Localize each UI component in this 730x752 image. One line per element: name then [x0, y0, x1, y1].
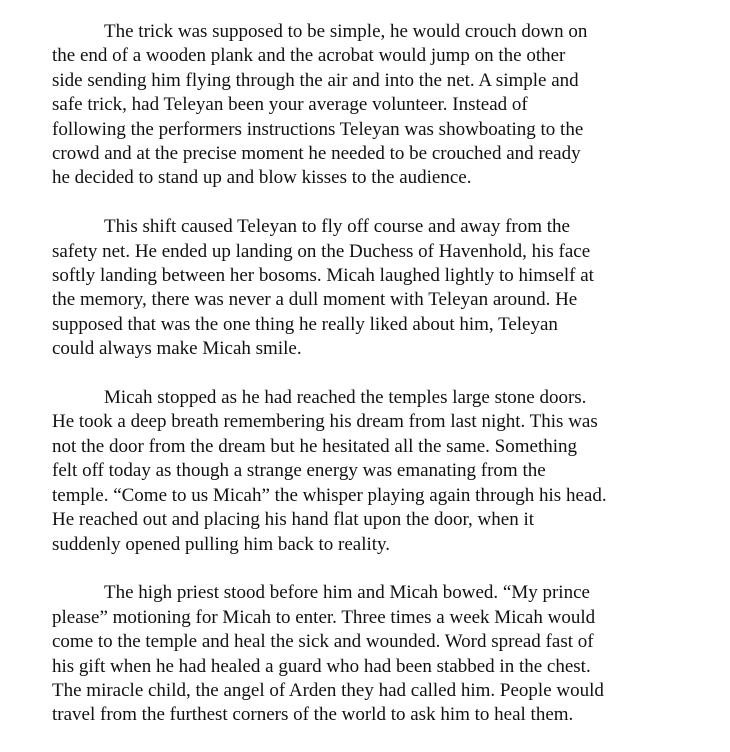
text-line: temple. “Come to us Micah” the whisper playing again through his head. [52, 484, 607, 506]
text-line: This shift caused Teleyan to fly off course and away from the [104, 216, 570, 238]
text-line: supposed that was the one thing he really liked about him, Teleyan [52, 313, 558, 335]
text-line: travel from the furthest corners of the world to ask him to heal them. [52, 704, 574, 726]
text-line: The miracle child, the angel of Arden they had called him. People would [52, 679, 604, 701]
text-line: safety net. He ended up landing on the Duchess of Havenhold, his face [52, 240, 591, 262]
text-line: following the performers instructions Teleyan was showboating to the [52, 118, 584, 140]
text-line: crowd and at the precise moment he needed to be crouched and ready [52, 143, 581, 165]
text-line: side sending him flying through the air and into the net. A simple and [52, 69, 579, 91]
text-line: his gift when he had healed a guard who had been stabbed in the chest. [52, 655, 591, 677]
text-line: the end of a wooden plank and the acrobat would jump on the other [52, 45, 566, 67]
text-line: he decided to stand up and blow kisses to the audience. [52, 167, 472, 189]
text-line: not the door from the dream but he hesitated all the same. Something [52, 435, 578, 457]
text-line: felt off today as though a strange energy was emanating from the [52, 460, 546, 482]
text-line: The trick was supposed to be simple, he would crouch down on [104, 21, 588, 42]
text-line: suddenly opened pulling him back to reality. [52, 533, 391, 555]
text-line: Micah stopped as he had reached the temples large stone doors. [104, 387, 587, 409]
text-line: He took a deep breath remembering his dream from last night. This was [52, 411, 598, 433]
text-line: please” motioning for Micah to enter. Three times a week Micah would [52, 606, 596, 628]
paragraph-2 [52, 215, 712, 361]
text-line: safe trick, had Teleyan been your average volunteer. Instead of [52, 94, 528, 116]
text-line: softly landing between her bosoms. Micah laughed lightly to himself at [52, 265, 594, 287]
text-line: The high priest stood before him and Micah bowed. “My prince [104, 582, 590, 604]
text-line: come to the temple and heal the sick and wounded. Word spread fast of [52, 631, 594, 653]
document-page [52, 20, 712, 752]
paragraph-1 [52, 20, 712, 191]
paragraph-3 [52, 386, 712, 557]
text-line: the memory, there was never a dull moment with Teleyan around. He [52, 289, 578, 311]
paragraph-4 [52, 581, 712, 727]
text-line: could always make Micah smile. [52, 338, 302, 360]
text-line: He reached out and placing his hand flat upon the door, when it [52, 509, 535, 531]
